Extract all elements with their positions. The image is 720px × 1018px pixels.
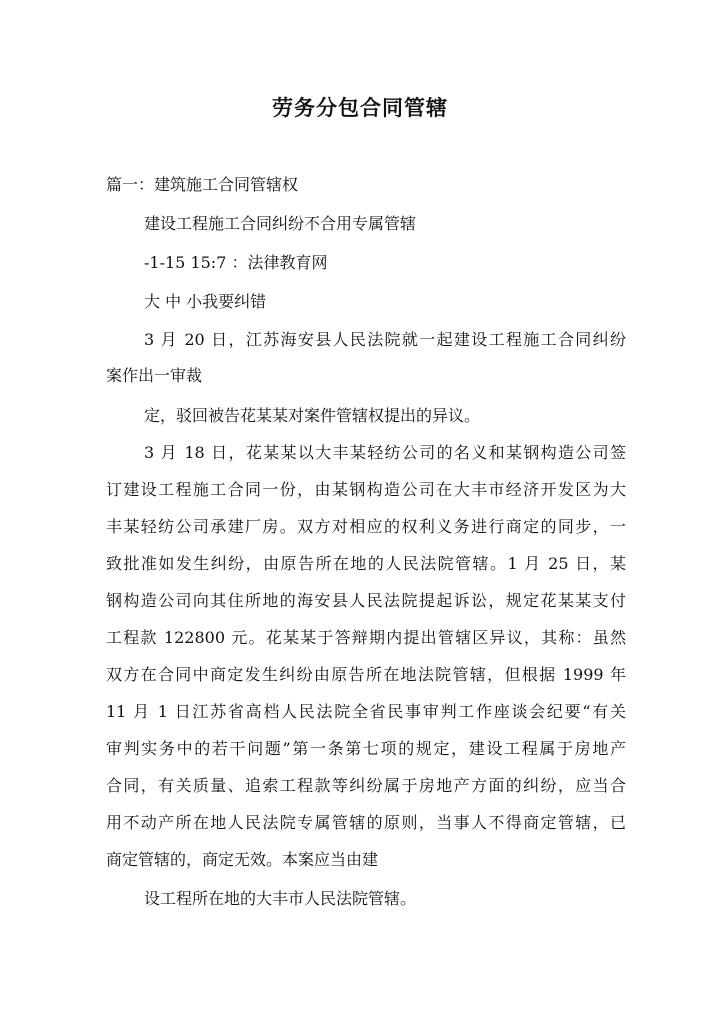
paragraph-line: 商定管辖的，商定无效。本案应当由建 xyxy=(106,850,379,869)
section-heading: 篇一：建筑施工合同管辖权 xyxy=(106,175,299,194)
paragraph-line: 订建设工程施工合同一份，由某钢构造公司在大丰市经济开发区为大 xyxy=(106,480,626,499)
paragraph-line: 建设工程施工合同纠纷不合用专属管辖 xyxy=(144,214,417,233)
paragraph-line: 11 月 1 日江苏省高档人民法院全省民事审判工作座谈会纪要“有关 xyxy=(106,702,626,721)
font-size-report-line: 大 中 小我要纠错 xyxy=(144,292,267,311)
document-title: 劳务分包合同管辖 xyxy=(272,95,448,120)
paragraph-line: 3 月 18 日，花某某以大丰某轻纺公司的名义和某钢构造公司签 xyxy=(144,443,626,462)
paragraph-line: 工程款 122800 元。花某某于答辩期内提出管辖区异议，其称：虽然 xyxy=(106,628,626,647)
paragraph-line: 钢构造公司向其住所地的海安县人民法院提起诉讼，规定花某某支付 xyxy=(106,591,626,610)
paragraph-line: 3 月 20 日，江苏海安县人民法院就一起建设工程施工合同纠纷 xyxy=(144,330,626,349)
paragraph-line: 合同，有关质量、追索工程款等纠纷属于房地产方面的纠纷，应当合 xyxy=(106,776,626,795)
paragraph-line: 审判实务中的若干问题”第一条第七项的规定，建设工程属于房地产 xyxy=(106,739,626,758)
paragraph-line: 定，驳回被告花某某对案件管辖权提出的异议。 xyxy=(144,406,481,425)
paragraph-line: 用不动产所在地人民法院专属管辖的原则，当事人不得商定管辖，已 xyxy=(106,813,626,832)
paragraph-line: 丰某轻纺公司承建厂房。双方对相应的权利义务进行商定的同步，一 xyxy=(106,517,626,536)
paragraph-line: 案作出一审裁 xyxy=(106,366,203,385)
date-source-line: -1-15 15:7 ：法律教育网 xyxy=(144,253,328,272)
paragraph-line: 双方在合同中商定发生纠纷由原告所在地法院管辖，但根据 1999 年 xyxy=(106,665,626,684)
paragraph-line: 设工程所在地的大丰市人民法院管辖。 xyxy=(144,889,417,908)
paragraph-line: 致批准如发生纠纷，由原告所在地的人民法院管辖。1 月 25 日，某 xyxy=(106,554,626,573)
